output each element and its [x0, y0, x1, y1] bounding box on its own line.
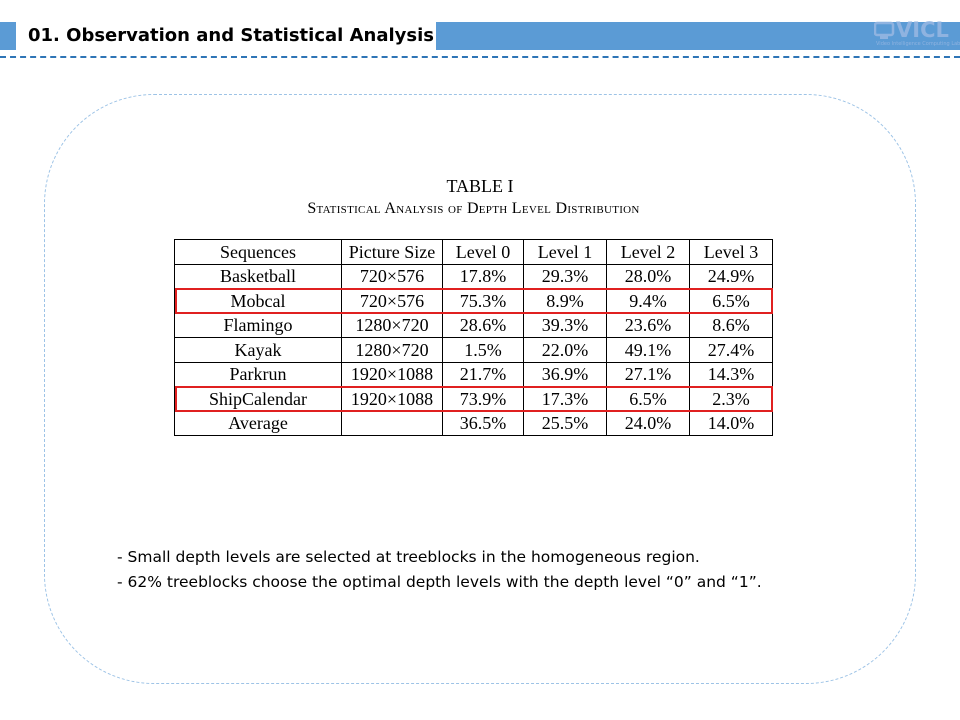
table-subtitle: Statistical Analysis of Depth Level Distribution	[307, 200, 640, 217]
value-cell: 73.9%	[443, 387, 524, 412]
table-caption: TABLE I	[446, 176, 514, 196]
value-cell: 28.0%	[607, 264, 690, 289]
value-cell: 720×576	[342, 264, 443, 289]
value-cell: 1280×720	[342, 338, 443, 363]
value-cell: 29.3%	[524, 264, 607, 289]
value-cell: 17.3%	[524, 387, 607, 412]
sequence-cell: Mobcal	[175, 289, 342, 314]
table-row	[175, 264, 773, 289]
value-cell: 28.6%	[443, 313, 524, 338]
value-cell: 22.0%	[524, 338, 607, 363]
value-cell: 8.9%	[524, 289, 607, 314]
sequence-cell: Parkrun	[175, 362, 342, 387]
value-cell: 2.3%	[690, 387, 773, 412]
notes-block	[117, 545, 762, 595]
value-cell: 8.6%	[690, 313, 773, 338]
table-row	[175, 362, 773, 387]
value-cell: 1920×1088	[342, 362, 443, 387]
logo-text: VICL	[896, 18, 949, 42]
logo-subtext: Video Intelligence Computing Lab	[876, 41, 960, 47]
value-cell: 1280×720	[342, 313, 443, 338]
table-header-row	[175, 240, 773, 265]
value-cell: 21.7%	[443, 362, 524, 387]
sequence-cell: Kayak	[175, 338, 342, 363]
value-cell: 14.3%	[690, 362, 773, 387]
table-row	[175, 338, 773, 363]
value-cell: 720×576	[342, 289, 443, 314]
highlight-box-mobcal	[175, 288, 773, 314]
sequence-cell: Basketball	[175, 264, 342, 289]
header-left-accent-bar	[0, 22, 16, 50]
sequence-cell: Average	[175, 411, 342, 436]
value-cell: 27.1%	[607, 362, 690, 387]
table-row	[175, 411, 773, 436]
sequence-cell: Flamingo	[175, 313, 342, 338]
note-line: - 62% treeblocks choose the optimal depth levels with the depth level “0” and “1”.	[117, 573, 762, 591]
value-cell: 6.5%	[690, 289, 773, 314]
highlight-box-shipcalendar	[175, 386, 773, 412]
table-row	[175, 313, 773, 338]
value-cell: 24.9%	[690, 264, 773, 289]
value-cell: 6.5%	[607, 387, 690, 412]
column-header: Level 1	[524, 240, 607, 265]
slide-title: 01. Observation and Statistical Analysis	[18, 22, 444, 50]
column-header: Sequences	[175, 240, 342, 265]
vicl-logo	[872, 16, 958, 48]
logo-emblem-icon	[874, 20, 896, 42]
column-header: Level 2	[607, 240, 690, 265]
value-cell: 1.5%	[443, 338, 524, 363]
sequence-cell: ShipCalendar	[175, 387, 342, 412]
value-cell: 75.3%	[443, 289, 524, 314]
value-cell: 14.0%	[690, 411, 773, 436]
value-cell: 17.8%	[443, 264, 524, 289]
value-cell: 1920×1088	[342, 387, 443, 412]
note-line: - Small depth levels are selected at treeblocks in the homogeneous region.	[117, 548, 700, 566]
value-cell: 9.4%	[607, 289, 690, 314]
value-cell: 36.5%	[443, 411, 524, 436]
value-cell: 39.3%	[524, 313, 607, 338]
value-cell: 25.5%	[524, 411, 607, 436]
value-cell: 23.6%	[607, 313, 690, 338]
column-header: Picture Size	[342, 240, 443, 265]
value-cell: 36.9%	[524, 362, 607, 387]
column-header: Level 0	[443, 240, 524, 265]
value-cell: 27.4%	[690, 338, 773, 363]
header-divider	[0, 56, 960, 58]
value-cell	[342, 411, 443, 436]
column-header: Level 3	[690, 240, 773, 265]
value-cell: 24.0%	[607, 411, 690, 436]
value-cell: 49.1%	[607, 338, 690, 363]
